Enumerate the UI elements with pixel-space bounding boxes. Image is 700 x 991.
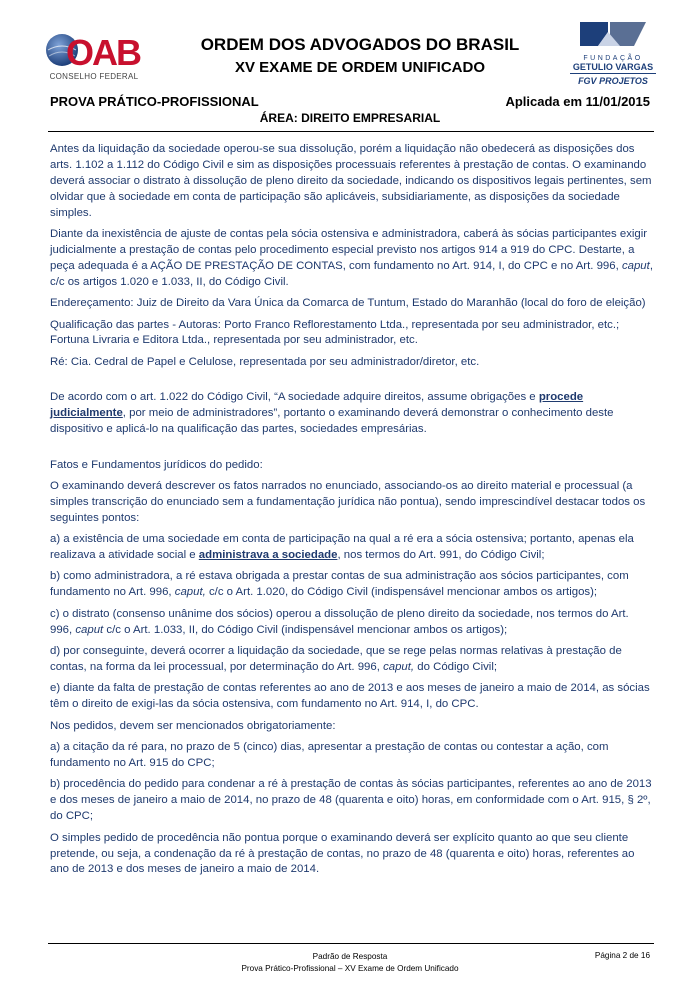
list-item: d) por conseguinte, deverá ocorrer a liquidação da sociedade, que se rege pelas normas relativas à prestação de contas, na forma da lei processual, por determinação do Art. 996, caput, do Código Civil; — [50, 645, 622, 673]
prova-label: PROVA PRÁTICO-PROFISSIONAL — [50, 94, 259, 109]
paragraph: Ré: Cia. Cedral de Papel e Celulose, representada por seu administrador/diretor, etc. — [50, 355, 480, 368]
list-item: a) a citação da ré para, no prazo de 5 (cinco) dias, apresentar a prestação de contas ou contestar a ação, com fundamento no Art. 915 do CPC; — [50, 741, 609, 769]
svg-text:OAB: OAB — [66, 32, 140, 73]
fgv-logo — [568, 18, 658, 88]
page-header — [0, 0, 700, 140]
paragraph: Endereçamento: Juiz de Direito da Vara Única da Comarca de Tuntum, Estado do Maranhão (local do foro de eleição) — [50, 297, 646, 310]
header-rule — [48, 131, 654, 132]
area-label: ÁREA: DIREITO EMPRESARIAL — [259, 111, 441, 125]
paragraph: O examinando deverá descrever os fatos narrados no enunciado, associando-os ao direito material e processual (a simples transcrição do enunciado sem a fundamentação jurídica não pontua), sendo imprescindível destacar todos os seguintes pontos: — [50, 479, 646, 524]
paragraph: Antes da liquidação da sociedade operou-se sua dissolução, porém a liquidação não obedecerá as disposições dos arts. 1.102 a 1.112 do Código Civil e sim as disposições processuais referentes à prestação de contas. O examinando deverá associar o distrato à dissolução de pleno direito da sociedade, indicando os dispositivos legais pertinentes, sem olvidar que à sociedade em conta de participação são aplicáveis, subsidiariamente, as disposições da sociedade simples. — [50, 143, 652, 219]
list-item: b) como administradora, a ré estava obrigada a prestar contas de sua administração aos sócios participantes, com fundamento no Art. 996, caput, c/c o Art. 1.020, do Código Civil (indispensável mencionar ambos os artigos); — [50, 570, 629, 599]
footer-rule — [48, 943, 654, 944]
paragraph: Qualificação das partes - Autoras: Porto Franco Reflorestamento Ltda., representada por seu administrador, etc.; Fortuna Livraria e Editora Ltda., representada por seu administrador, etc. — [50, 318, 620, 347]
fgv-line-3: FGV PROJETOS — [578, 76, 648, 86]
oab-subtitle: CONSELHO FEDERAL — [49, 72, 139, 81]
section-heading: Fatos e Fundamentos jurídicos do pedido: — [50, 458, 263, 471]
applied-date: Aplicada em 11/01/2015 — [505, 94, 650, 109]
oab-logo — [44, 28, 144, 78]
paragraph: Diante da inexistência de ajuste de contas pela sócia ostensiva e administradora, caberá às sócias participantes exigir judicialmente a prestação de contas pelo procedimento especial previsto nos artigos 914 a 919 do CPC. Destarte, a peça adequada é a AÇÃO DE PRESTAÇÃO DE CONTAS, com fundamento no Art. 914, I, do CPC e no Art. 996, caput, c/c os artigos 1.020 e 1.033, II, do Código Civil. — [50, 228, 653, 288]
paragraph: De acordo com o art. 1.022 do Código Civil, “A sociedade adquire direitos, assume obrigações e procede judicialmente, por meio de administradores”, portanto o examinando deverá demonstrar o conhecimento deste dispositivo e aplicá-lo na qualificação das partes, sociedades empresárias. — [50, 391, 614, 436]
fgv-line-2: GETULIO VARGAS — [572, 62, 654, 72]
title-line-2: XV EXAME DE ORDEM UNIFICADO — [234, 59, 486, 76]
paragraph: Nos pedidos, devem ser mencionados obrigatoriamente: — [50, 719, 336, 732]
list-item: e) diante da falta de prestação de contas referentes ao ano de 2013 e aos meses de janeiro a maio de 2014, as sócias têm o direito de exigi-las da sócia ostensiva, com fundamento no Art. 914, I, do CPC. — [50, 682, 650, 711]
footer-line-1: Padrão de Resposta — [312, 952, 388, 961]
title-line-1: ORDEM DOS ADVOGADOS DO BRASIL — [200, 35, 520, 54]
list-item: a) a existência de uma sociedade em conta de participação na qual a ré era a sócia ostensiva; portanto, apenas ela realizava a atividade social e administrava a sociedade, nos termos do Art. 991, do Código Civil; — [50, 533, 634, 562]
list-item: c) o distrato (consenso unânime dos sócios) operou a dissolução de pleno direito da sociedade, nos termos do Art. 996, caput c/c o Art. 1.033, II, do Código Civil (indispensável mencionar ambos os artigos); — [50, 607, 629, 636]
highlight: procede judicialmente — [50, 391, 584, 420]
footer-line-2: Prova Prático-Profissional – XV Exame de Ordem Unificado — [241, 964, 459, 973]
page-number: Página 2 de 16 — [594, 951, 650, 960]
answer-body — [50, 142, 654, 884]
list-item: b) procedência do pedido para condenar a ré à prestação de contas às sócias participantes, referentes ao ano de 2013 e dos meses de janeiro a maio de 2014, no prazo de 48 (quarenta e oito) horas, em conformidade com o Art. 915, § 2º, do CPC; — [50, 778, 652, 823]
paragraph: O simples pedido de procedência não pontua porque o examinando deverá ser explícito quanto ao que seu cliente pretende, ou seja, a condenação da ré à prestação de contas, no prazo de 48 (quarenta e oito) horas, referentes ao ano de 2013 e dos meses de janeiro a maio de 2014. — [50, 831, 635, 876]
highlight: administrava a sociedade — [198, 549, 338, 562]
fgv-line-1: FUNDAÇÃO — [583, 55, 643, 62]
